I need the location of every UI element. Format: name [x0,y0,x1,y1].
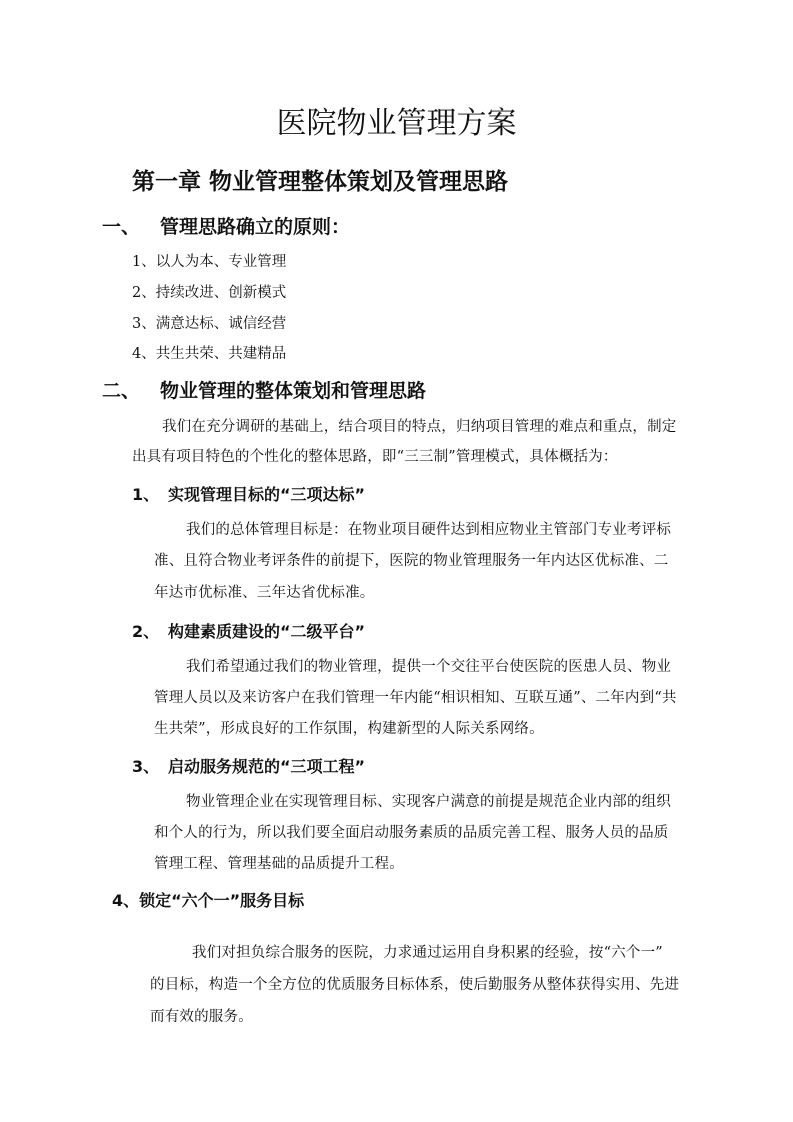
section-1-number: 一、 [102,216,141,238]
subsection-2-line-3: 生共荣”，形成良好的工作氛围，构建新型的人际关系网络。 [154,721,544,737]
subsection-4-line-3: 而有效的服务。 [150,1009,253,1025]
principle-item-2: 2、持续改进、创新模式 [132,285,287,301]
subsection-1-line-2: 准、且符合物业考评条件的前提下，医院的物业管理服务一年内达区优标准、二 [154,553,669,569]
subsection-3-line-3: 管理工程、管理基础的品质提升工程。 [154,856,404,872]
principle-item-3: 3、满意达标、诚信经营 [132,316,287,332]
document-title: 医院物业管理方案 [276,106,517,141]
section-2-intro-line-2: 出具有项目特色的个性化的整体思路，即“三三制”管理模式，具体概括为： [132,449,618,465]
principle-item-1: 1、以人为本、专业管理 [132,254,287,270]
subsection-3-line-1: 物业管理企业在实现管理目标、实现客户满意的前提是规范企业内部的组织 [186,794,672,810]
subsection-4-line-2: 的目标，构造一个全方位的优质服务目标体系，使后勤服务从整体获得实用、先进 [150,977,680,993]
subsection-1-line-1: 我们的总体管理目标是：在物业项目硬件达到相应物业主管部门专业考评标 [186,522,672,538]
chapter-heading: 第一章 物业管理整体策划及管理思路 [132,169,509,195]
subsection-2-title: 构建素质建设的“二级平台” [168,622,366,641]
section-2-heading [102,377,552,405]
subsection-3-number: 3、 [132,757,160,776]
subsection-2-line-1: 我们希望通过我们的物业管理，提供一个交往平台使医院的医患人员、物业 [186,659,672,675]
subsection-2-line-2: 管理人员以及来访客户在我们管理一年内能“相识相知、互联互通”、二年内到“共 [154,690,677,706]
section-1-title: 管理思路确立的原则： [160,216,351,238]
subsection-1-line-3: 年达市优标准、三年达省优标准。 [154,585,375,601]
section-2-number: 二、 [102,380,141,402]
section-2-title: 物业管理的整体策划和管理思路 [160,380,427,402]
subsection-1-title: 实现管理目标的“三项达标” [168,485,366,504]
section-1-heading [102,213,502,241]
subsection-3-heading [132,755,532,779]
subsection-4-heading: 4、锁定“六个一”服务目标 [112,891,305,910]
subsection-2-heading [132,620,532,644]
principle-item-4: 4、共生共荣、共建精品 [132,346,287,362]
subsection-2-number: 2、 [132,622,160,641]
subsection-3-line-2: 和个人的行为，所以我们要全面启动服务素质的品质完善工程、服务人员的品质 [154,825,669,841]
section-2-intro-line-1: 我们在充分调研的基础上，结合项目的特点，归纳项目管理的难点和重点，制定 [162,419,677,435]
subsection-4-line-1: 我们对担负综合服务的医院，力求通过运用自身积累的经验，按“六个一” [192,945,663,961]
subsection-1-number: 1、 [132,485,160,504]
subsection-1-heading [132,483,532,507]
subsection-3-title: 启动服务规范的“三项工程” [168,757,366,776]
